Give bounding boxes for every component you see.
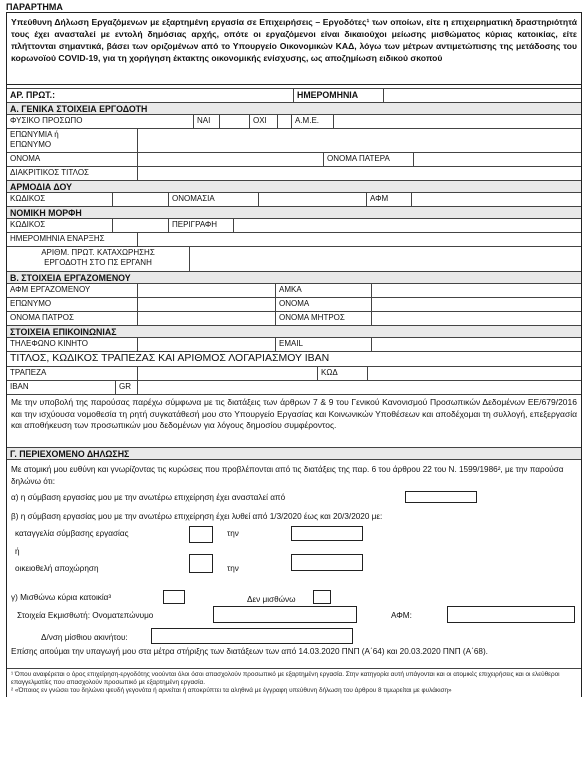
- name-label: ΟΝΟΜΑ: [10, 154, 41, 163]
- distinctive-title-field[interactable]: [137, 167, 581, 180]
- company-name-field[interactable]: [137, 129, 581, 152]
- father-name-field[interactable]: [413, 153, 581, 166]
- declaration-intro: Με ατομική μου ευθύνη και γνωρίζοντας τις κυρώσεις που προβλέπονται από τις διατάξεις της παρ. 6 του άρθρου 22 του Ν. 1599/1986², με την παρούσα δηλώνω ότι:: [11, 465, 564, 486]
- property-address-input[interactable]: [151, 628, 353, 644]
- emp-afm-label: ΑΦΜ ΕΡΓΑΖΟΜΕΝΟΥ: [10, 285, 91, 294]
- emp-surname-label: ΕΠΩΝΥΜΟ: [10, 299, 52, 308]
- voluntary-label: οικειοθελή αποχώρηση: [15, 564, 99, 573]
- emp-name-field[interactable]: [371, 298, 581, 311]
- declaration-block: [7, 460, 581, 669]
- legal-desc-field[interactable]: [233, 219, 581, 232]
- ar-prot-label: ΑΡ. ΠΡΩΤ.:: [10, 90, 56, 100]
- item-b-text: β) η σύμβαση εργασίας μου με την ανωτέρω επιχείρηση έχει λυθεί από 1/3/2020 έως και 20/3/2020 με:: [11, 512, 383, 521]
- termination-date-input[interactable]: [291, 526, 363, 541]
- form-box: [6, 12, 582, 697]
- company-name-label: [7, 129, 137, 152]
- start-date-label: ΗΜΕΡΟΜΗΝΙΑ ΕΝΑΡΞΗΣ: [10, 234, 105, 243]
- tax-name-label: ΟΝΟΜΑΣΙΑ: [168, 193, 258, 206]
- intro-text: Υπεύθυνη Δήλωση Εργαζόμενων με εξαρτημένη εργασία σε Επιχειρήσεις – Εργοδότες¹ των οποίων, είτε η επιχειρηματική δραστηριότητά τους έχει ανασταλεί με εντολή δημόσιας αρχής, οπότε οι εργαζόμενοι είναι δικαιούχοι μείωσης μισθώματος κύριας κατοικίας, είτε πλήττονται σημαντικά, βάσει των οριζομένων από το Υπουργείο Οικονομικών ΚΑΔ, λόγω των μέτρων αντιμετώπισης της μετάδοσης του κορωνοϊού COVID-19, για τη χορήγηση έκτακτης οικονομικής ενίσχυσης, ως αποζημίωση ειδικού σκοπού: [7, 13, 581, 85]
- termination-checkbox[interactable]: [189, 526, 213, 543]
- iban-gr-prefix: GR: [115, 381, 137, 394]
- tax-code-label: ΚΩΔΙΚΟΣ: [10, 194, 46, 203]
- row-emp-parents: [7, 312, 581, 326]
- row-ergani: [7, 247, 581, 272]
- afm-label: ΑΦΜ: [366, 193, 411, 206]
- row-physical-person: [7, 115, 581, 129]
- iban-field[interactable]: [137, 381, 581, 394]
- bank-field[interactable]: [137, 367, 317, 380]
- distinctive-title-label: ΔΙΑΚΡΙΤΙΚΟΣ ΤΙΤΛΟΣ: [10, 168, 89, 177]
- item-a-text: α) η σύμβαση εργασίας μου με την ανωτέρω επιχείρηση έχει ανασταλεί από: [11, 493, 286, 502]
- row-protocol: [7, 88, 581, 103]
- ergani-field[interactable]: [189, 247, 289, 271]
- tax-office-header: [7, 181, 581, 193]
- landlord-afm-input[interactable]: [447, 606, 575, 623]
- section-b-header: [7, 272, 581, 284]
- ergani-label-1: ΑΡΙΘΜ. ΠΡΩΤ. ΚΑΤΑΧΩΡΗΣΗΣ: [41, 248, 155, 257]
- not-rent-label: Δεν μισθώνω: [247, 595, 296, 604]
- landlord-afm-label: ΑΦΜ:: [391, 611, 412, 620]
- voluntary-date-input[interactable]: [291, 554, 363, 571]
- father-name-label: ΟΝΟΜΑ ΠΑΤΕΡΑ: [323, 153, 413, 166]
- form-page: [6, 0, 582, 768]
- row-start-date: [7, 233, 581, 247]
- amka-label: ΑΜΚΑ: [275, 284, 371, 297]
- closing-text: Επίσης αιτούμαι την υπαγωγή μου στα μέτρα στήριξης των διατάξεων των από 14.03.2020 ΠΝΠ (Α΄64) και 20.03.2020 ΠΝΠ (Α΄68).: [11, 647, 488, 656]
- legal-code-label: ΚΩΔΙΚΟΣ: [10, 220, 46, 229]
- landlord-name-input[interactable]: [213, 606, 357, 623]
- not-rent-checkbox[interactable]: [313, 590, 331, 604]
- emp-name-label: ΟΝΟΜΑ: [275, 298, 371, 311]
- iban-label: IBAN: [10, 382, 29, 391]
- consent-text: Με την υποβολή της παρούσας παρέχω σύμφωνα με τις διατάξεις των άρθρων 7 & 9 του Γενικού Κανονισμού Προσωπικών Δεδομένων ΕΕ/679/2016 και την ισχύουσα νομοθεσία τη ρητή συγκατάθεσή μου στο Υπουργείο Εργασίας και Κοινωνικών Υποθέσεων και αποδέχομαι τη συλλογή, επεξεργασία και αποθήκευση των προσωπικών μου δεδομένων για λόγους δημοσίου συμφέροντος.: [7, 395, 581, 448]
- no-checkbox[interactable]: [277, 115, 291, 128]
- row-emp-surname: [7, 298, 581, 312]
- ame-field[interactable]: [333, 115, 581, 128]
- row-iban: [7, 381, 581, 395]
- section-c-header: [7, 448, 581, 460]
- tax-name-field[interactable]: [258, 193, 366, 206]
- suspension-date-input[interactable]: [405, 491, 477, 503]
- tax-code-field[interactable]: [112, 193, 168, 206]
- contact-title: ΣΤΟΙΧΕΙΑ ΕΠΙΚΟΙΝΩΝΙΑΣ: [10, 327, 117, 337]
- name-field[interactable]: [137, 153, 323, 166]
- item-c-text: γ) Μισθώνω κύρια κατοικία³: [11, 593, 112, 602]
- emp-afm-field[interactable]: [137, 284, 275, 297]
- section-c-title: Γ. ΠΕΡΙΕΧΟΜΕΝΟ ΔΗΛΩΣΗΣ: [10, 449, 130, 459]
- row-distinctive-title: [7, 167, 581, 181]
- amka-field[interactable]: [371, 284, 581, 297]
- date-field[interactable]: [383, 89, 581, 102]
- emp-mother-label: ΟΝΟΜΑ ΜΗΤΡΟΣ: [275, 312, 371, 325]
- yes-checkbox[interactable]: [219, 115, 249, 128]
- termination-on-label: την: [227, 529, 239, 538]
- footnote-2: ² «Όποιος εν γνώσει του δηλώνει ψευδή γεγονότα ή αρνείται ή αποκρύπτει τα αληθινά με έγγραφη υπεύθυνη δήλωση του άρθρου 8 τιμωρείται με φυλάκιση»: [11, 687, 452, 694]
- rent-checkbox[interactable]: [163, 590, 185, 604]
- section-a-header: [7, 103, 581, 115]
- email-label: EMAIL: [275, 338, 371, 351]
- emp-mother-field[interactable]: [371, 312, 581, 325]
- section-b-title: Β. ΣΤΟΙΧΕΙΑ ΕΡΓΑΖΟΜΕΝΟΥ: [10, 273, 131, 283]
- footnote-1: ¹ Όπου αναφέρεται ο όρος επιχείρηση-εργοδότης νοούνται όλοι όσοι απασχολούν προσωπικό με εξαρτημένη εργασία. Στην κατηγορία αυτή υπάγονται και οι ατομικές επιχειρήσεις και οι ελεύθεροι επαγγελματίες που απασχολούν προσωπικό με εξαρτημένη εργασία.: [11, 671, 560, 686]
- row-company-name: [7, 129, 581, 153]
- bank-label: ΤΡΑΠΕΖΑ: [10, 368, 47, 377]
- bank-code-field[interactable]: [367, 367, 581, 380]
- row-bank: [7, 367, 581, 381]
- afm-field[interactable]: [411, 193, 581, 206]
- emp-father-label: ΟΝΟΜΑ ΠΑΤΡΟΣ: [10, 313, 74, 322]
- bank-header: [7, 352, 581, 367]
- row-tax-office: [7, 193, 581, 207]
- emp-surname-field[interactable]: [137, 298, 275, 311]
- legal-code-field[interactable]: [112, 219, 168, 232]
- contact-header: [7, 326, 581, 338]
- bank-code-label: ΚΩΔ: [317, 367, 367, 380]
- termination-label: καταγγελία σύμβασης εργασίας: [15, 529, 129, 538]
- physical-person-label: ΦΥΣΙΚΟ ΠΡΟΣΩΠΟ: [10, 116, 83, 125]
- landlord-label: Στοιχεία Εκμισθωτή: Ονοματεπώνυμο: [17, 611, 154, 620]
- row-name: [7, 153, 581, 167]
- row-contact: [7, 338, 581, 352]
- email-field[interactable]: [371, 338, 581, 351]
- voluntary-on-label: την: [227, 564, 239, 573]
- no-option[interactable]: ΟΧΙ: [249, 115, 277, 128]
- legal-form-title: ΝΟΜΙΚΗ ΜΟΡΦΗ: [10, 208, 82, 218]
- tax-office-title: ΑΡΜΟΔΙΑ ΔΟΥ: [10, 182, 72, 192]
- date-label: ΗΜΕΡΟΜΗΝΙΑ: [293, 89, 383, 102]
- ergani-label-2: ΕΡΓΟΔΟΤΗ ΣΤΟ ΠΣ ΕΡΓΑΝΗ: [44, 258, 152, 267]
- company-name-label-1: ΕΠΩΝΥΜΙΑ ή: [10, 130, 59, 139]
- emp-father-field[interactable]: [137, 312, 275, 325]
- annex-title: ΠΑΡΑΡΤΗΜΑ: [6, 2, 63, 12]
- footnotes: [7, 669, 581, 697]
- ergani-label: [7, 247, 189, 271]
- mobile-label: ΤΗΛΕΦΩΝΟ ΚΙΝΗΤΟ: [10, 339, 89, 348]
- start-date-field[interactable]: [137, 233, 289, 246]
- or-label: ή: [15, 547, 20, 556]
- voluntary-checkbox[interactable]: [189, 554, 213, 573]
- row-emp-afm: [7, 284, 581, 298]
- legal-desc-label: ΠΕΡΙΓΡΑΦΗ: [168, 219, 233, 232]
- property-address-label: Δ/νση μίσθιου ακινήτου:: [41, 633, 128, 642]
- company-name-label-2: ΕΠΩΝΥΜΟ: [10, 140, 52, 149]
- ame-label: Α.Μ.Ε.: [291, 115, 333, 128]
- yes-option[interactable]: ΝΑΙ: [193, 115, 219, 128]
- mobile-field[interactable]: [137, 338, 275, 351]
- bank-title: ΤΙΤΛΟΣ, ΚΩΔΙΚΟΣ ΤΡΑΠΕΖΑΣ ΚΑΙ ΑΡΙΘΜΟΣ ΛΟΓΑΡΙΑΣΜΟΥ IBAN: [10, 352, 330, 364]
- legal-form-header: [7, 207, 581, 219]
- section-a-title: Α. ΓΕΝΙΚΑ ΣΤΟΙΧΕΙΑ ΕΡΓΟΔΟΤΗ: [10, 104, 148, 114]
- row-legal-form: [7, 219, 581, 233]
